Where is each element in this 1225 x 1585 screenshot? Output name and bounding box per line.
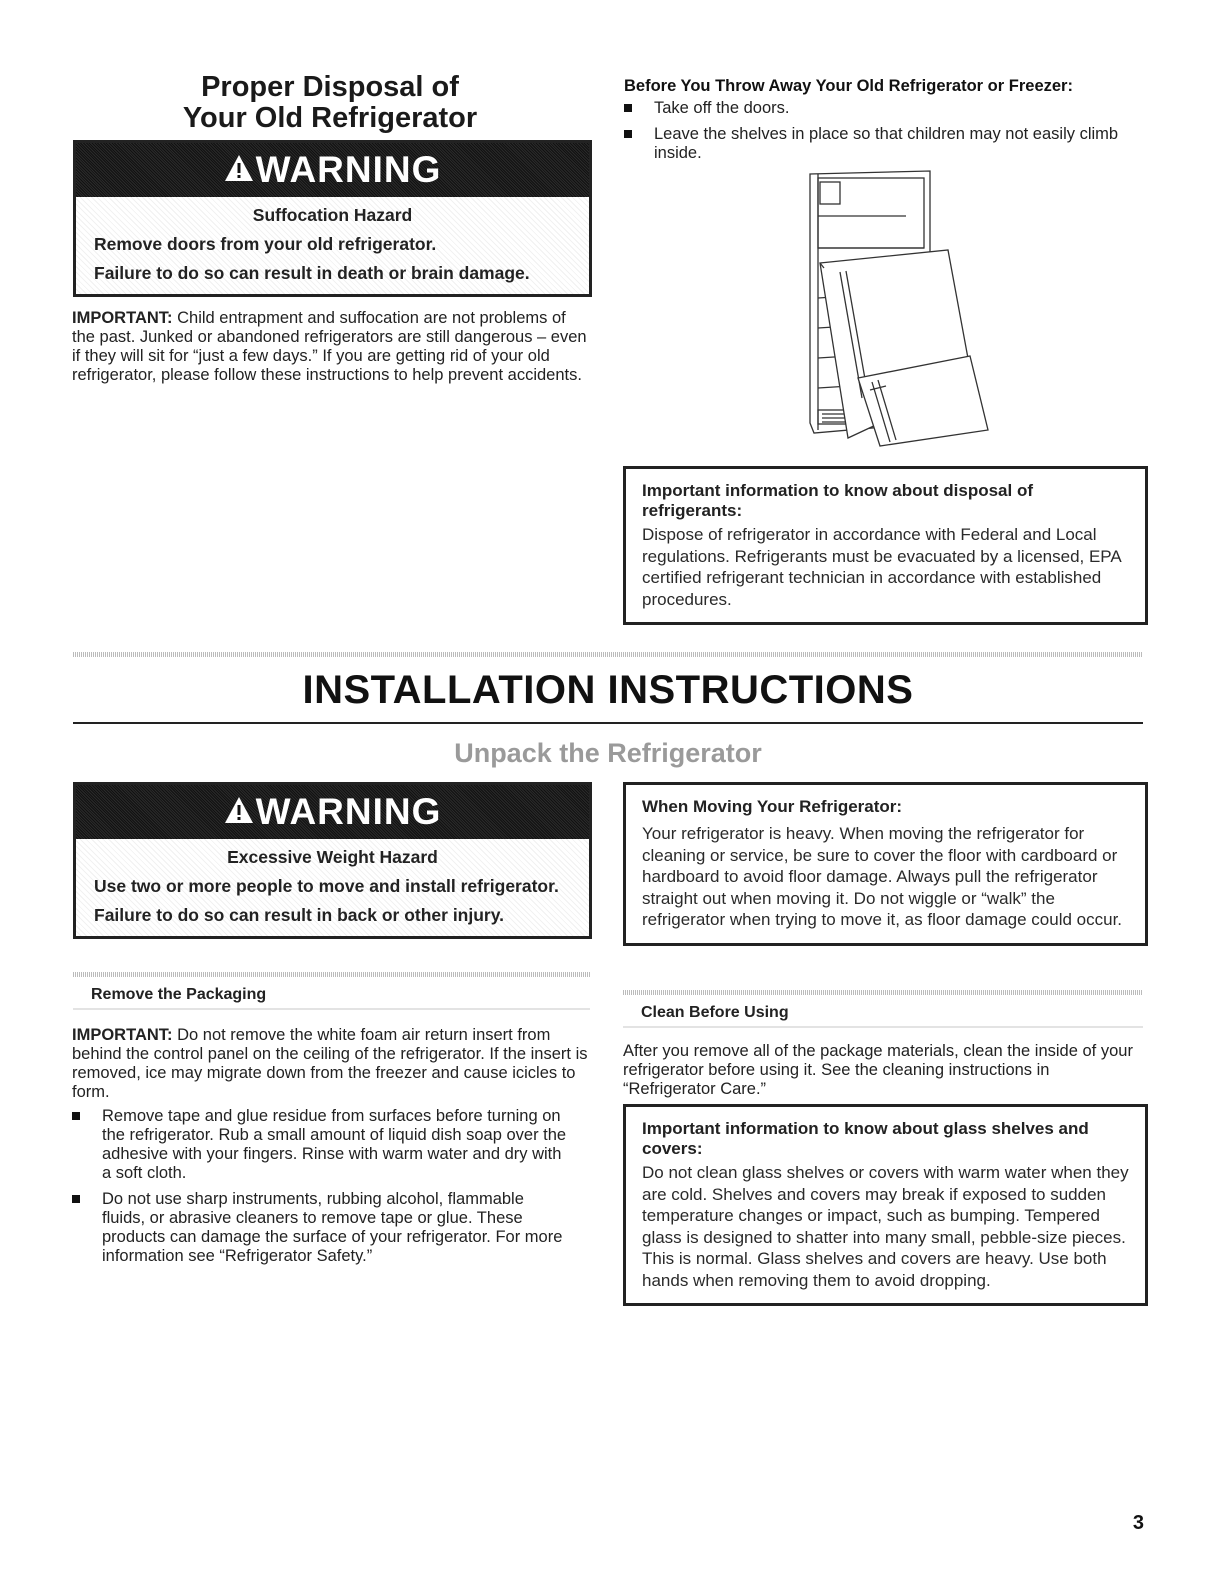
warning-header [76, 143, 589, 197]
refrigerant-disposal-info-box [623, 466, 1148, 625]
hazard-title: Excessive Weight Hazard [227, 847, 438, 867]
clean-dotted-divider [623, 990, 1143, 995]
disposal-title [80, 72, 580, 134]
glass-shelves-info-box [623, 1104, 1148, 1306]
clean-before-using-text: After you remove all of the package materials, clean the inside of your refrigerator before using it. See the cleaning instructions in “Refrigerator Care.” [623, 1042, 1133, 1098]
warning-header [76, 785, 589, 839]
section-dotted-divider [73, 652, 1143, 657]
info-box-text: Dispose of refrigerator in accordance with Federal and Local regulations. Refrigerants must be evacuated by a licensed, EPA certified refrigerant technician in accordance with established procedures. [642, 525, 1121, 609]
warning-consequence: Failure to do so can result in back or other injury. [94, 905, 505, 925]
list-item: Take off the doors. [622, 99, 1122, 118]
warning-body [76, 839, 589, 936]
list-item: Remove tape and glue residue from surfaces before turning on the refrigerator. Rub a small amount of liquid dish soap over the adhesive with your fingers. Rinse with warm water and dry with a soft cloth. [70, 1107, 570, 1183]
hazard-title: Suffocation Hazard [252, 205, 413, 225]
moving-refrigerator-info-box [623, 782, 1148, 946]
warning-label: WARNING [255, 791, 442, 832]
installation-instructions-title: INSTALLATION INSTRUCTIONS [302, 668, 914, 712]
warning-consequence: Failure to do so can result in death or brain damage. [94, 263, 530, 283]
packaging-bullet-list [70, 1107, 570, 1273]
list-item: Leave the shelves in place so that children may not easily climb inside. [622, 125, 1122, 163]
packaging-important-paragraph [72, 1026, 590, 1102]
warning-label: WARNING [255, 149, 442, 190]
important-text: Child entrapment and suffocation are not problems of the past. Junked or abandoned refrigerators are still dangerous – even if they will sit for “just a few days.” If you are getting rid of your old refrigerator, please follow these instructions to help prevent accidents. [72, 309, 587, 384]
disposal-important-paragraph [72, 309, 590, 385]
clean-before-using-heading: Clean Before Using [623, 998, 1143, 1028]
warning-triangle-icon [224, 149, 254, 191]
unpack-refrigerator-subtitle: Unpack the Refrigerator [454, 738, 762, 768]
disposal-title-line1: Proper Disposal of [201, 71, 459, 103]
suffocation-warning-box [73, 140, 592, 297]
page-number: 3 [1132, 1512, 1144, 1534]
section-rule [73, 722, 1143, 724]
important-label: IMPORTANT: [72, 1026, 173, 1044]
warning-body [76, 197, 589, 294]
info-box-title: Important information to know about disposal of refrigerants: [642, 481, 1033, 520]
info-box-title: When Moving Your Refrigerator: [642, 797, 903, 816]
info-box-title: Important information to know about glass shelves and covers: [642, 1119, 1089, 1158]
list-item: Do not use sharp instruments, rubbing alcohol, flammable fluids, or abrasive cleaners to remove tape or glue. These products can damage the surface of your refrigerator. For more information see “Refrigerator Safety.” [70, 1190, 570, 1266]
warning-triangle-icon [224, 791, 254, 833]
warning-instruction: Remove doors from your old refrigerator. [94, 234, 437, 254]
before-throw-away-list [622, 99, 1122, 170]
important-text: Do not remove the white foam air return insert from behind the control panel on the ceiling of the refrigerator. If the insert is removed, ice may migrate down from the freezer and cause icicles to form. [72, 1026, 588, 1101]
remove-packaging-heading: Remove the Packaging [73, 980, 590, 1010]
packaging-dotted-divider [73, 972, 590, 977]
info-box-text: Do not clean glass shelves or covers with warm water when they are cold. Shelves and covers may break if exposed to sudden temperature changes or impact, such as bumping. Tempered glass is designed to shatter into many small, pebble-size pieces. This is normal. Glass shelves and covers are heavy. Use both hands when removing them to avoid dropping. [642, 1163, 1129, 1290]
important-label: IMPORTANT: [72, 309, 173, 327]
before-throw-away-heading: Before You Throw Away Your Old Refrigerator or Freezer: [624, 77, 1073, 95]
info-box-text: Your refrigerator is heavy. When moving the refrigerator for cleaning or service, be sure to cover the floor with cardboard or hardboard to avoid floor damage. Always pull the refrigerator straight out when moving it. Do not wiggle or “walk” the refrigerator when trying to move it, as floor damage could occur. [642, 824, 1123, 929]
disposal-title-line2: Your Old Refrigerator [182, 102, 478, 134]
weight-warning-box [73, 782, 592, 939]
warning-instruction: Use two or more people to move and install refrigerator. [94, 876, 559, 896]
refrigerator-doors-removed-illustration [800, 168, 1000, 448]
